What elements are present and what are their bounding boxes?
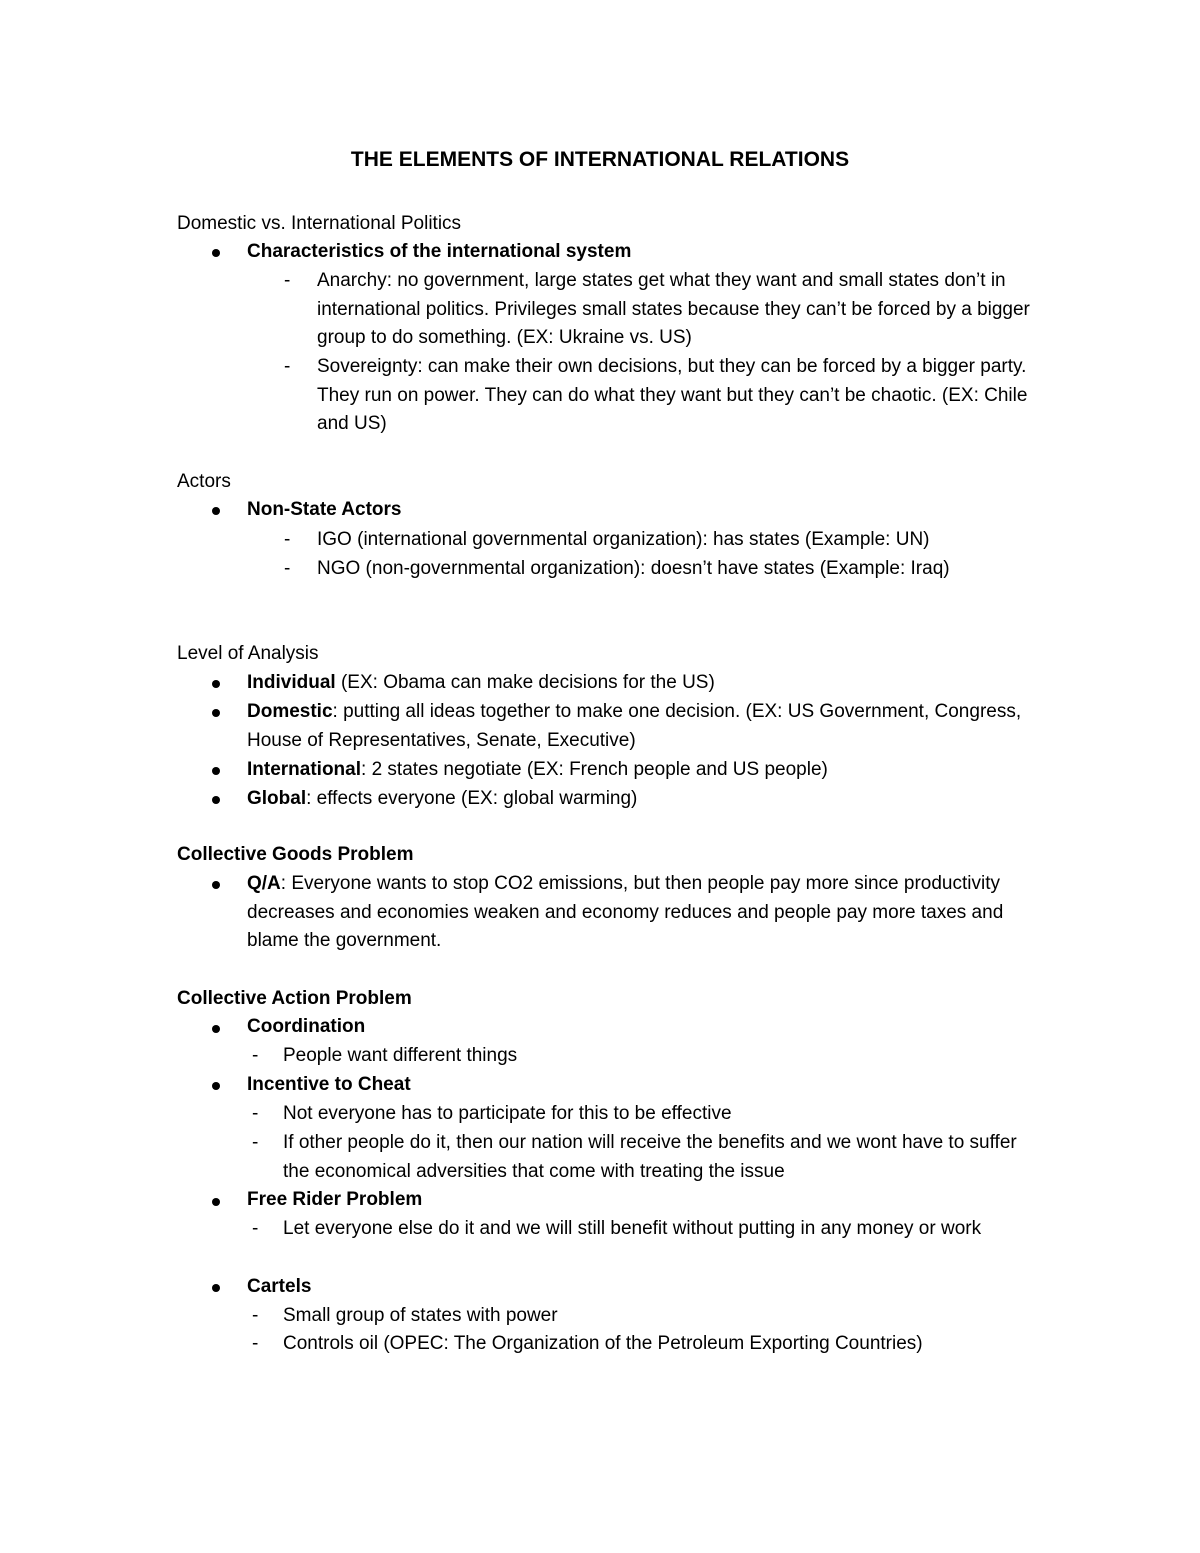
sub-sovereignty: Sovereignty: can make their own decisions, but they can be forced by a bigger party. They run on power. They can do what they want but they can’t be chaotic. (EX: Chile and US) bbox=[317, 356, 1028, 435]
bullet-label: Q/A bbox=[247, 873, 281, 894]
sub-ngo: NGO (non-governmental organization): doesn’t have states (Example: Iraq) bbox=[317, 558, 950, 579]
section-heading-domestic: Domestic vs. International Politics bbox=[177, 213, 462, 234]
bullet-icon bbox=[212, 680, 220, 688]
bullet-coordination: Coordination bbox=[247, 1016, 366, 1037]
bullet-global bbox=[247, 785, 1047, 814]
page-title: THE ELEMENTS OF INTERNATIONAL RELATIONS bbox=[350, 148, 850, 171]
dash-icon: - bbox=[252, 1103, 259, 1124]
bullet-text: : effects everyone (EX: global warming) bbox=[306, 788, 638, 809]
bullet-incentive-to-cheat: Incentive to Cheat bbox=[247, 1074, 411, 1095]
bullet-icon bbox=[212, 796, 220, 804]
bullet-text: (EX: Obama can make decisions for the US) bbox=[335, 672, 715, 693]
dash-icon: - bbox=[284, 270, 291, 291]
bullet-cartels: Cartels bbox=[247, 1276, 312, 1297]
dash-icon: - bbox=[284, 558, 291, 579]
bullet-icon bbox=[212, 1025, 220, 1033]
bullet-label: Domestic bbox=[247, 701, 333, 722]
dash-icon: - bbox=[252, 1045, 259, 1066]
sub-coordination: People want different things bbox=[283, 1045, 518, 1066]
dash-icon: - bbox=[284, 356, 291, 377]
bullet-label: Global bbox=[247, 788, 307, 809]
bullet-text: : putting all ideas together to make one decision. (EX: US Government, Congress, House of Representatives, Senate, Executive) bbox=[247, 701, 1022, 751]
bullet-icon bbox=[212, 1082, 220, 1090]
bullet-icon bbox=[212, 507, 220, 515]
sub-igo: IGO (international governmental organization): has states (Example: UN) bbox=[317, 529, 930, 550]
bullet-icon bbox=[212, 767, 220, 775]
bullet-qa bbox=[247, 870, 1037, 956]
sub-cheat-1: Not everyone has to participate for this to be effective bbox=[283, 1103, 732, 1124]
bullet-individual bbox=[247, 669, 1047, 698]
section-heading-action: Collective Action Problem bbox=[177, 988, 412, 1009]
dash-icon: - bbox=[252, 1132, 259, 1153]
bullet-label: Individual bbox=[247, 672, 336, 693]
sub-cheat-2: If other people do it, then our nation will receive the benefits and we wont have to suffer the economical adversities that come with treating the issue bbox=[283, 1132, 1017, 1182]
bullet-free-rider: Free Rider Problem bbox=[247, 1189, 423, 1210]
section-heading-levels: Level of Analysis bbox=[177, 643, 319, 664]
bullet-icon bbox=[212, 881, 220, 889]
sub-anarchy: Anarchy: no government, large states get what they want and small states don’t in international politics. Privileges small states because they can’t be forced by a bigger group to do something. (EX: Ukraine vs. US) bbox=[317, 270, 1030, 349]
sub-cartels-2: Controls oil (OPEC: The Organization of the Petroleum Exporting Countries) bbox=[283, 1333, 923, 1354]
sub-free-rider: Let everyone else do it and we will still benefit without putting in any money or work bbox=[283, 1218, 982, 1239]
bullet-icon bbox=[212, 1284, 220, 1292]
bullet-domestic bbox=[247, 698, 1027, 755]
dash-icon: - bbox=[252, 1218, 259, 1239]
bullet-text: : Everyone wants to stop CO2 emissions, but then people pay more since productivity decreases and economies weaken and economy reduces and people pay more taxes and blame the government. bbox=[247, 873, 1004, 952]
bullet-icon bbox=[212, 1198, 220, 1206]
sub-cartels-1: Small group of states with power bbox=[283, 1305, 558, 1326]
dash-icon: - bbox=[252, 1305, 259, 1326]
bullet-text: : 2 states negotiate (EX: French people and US people) bbox=[361, 759, 828, 780]
dash-icon: - bbox=[252, 1333, 259, 1354]
bullet-characteristics: Characteristics of the international system bbox=[247, 241, 632, 262]
bullet-international bbox=[247, 756, 1047, 785]
bullet-icon bbox=[212, 249, 220, 257]
section-heading-actors: Actors bbox=[177, 471, 231, 492]
bullet-icon bbox=[212, 709, 220, 717]
bullet-label: International bbox=[247, 759, 362, 780]
dash-icon: - bbox=[284, 529, 291, 550]
bullet-non-state-actors: Non-State Actors bbox=[247, 499, 402, 520]
section-heading-goods: Collective Goods Problem bbox=[177, 844, 414, 865]
